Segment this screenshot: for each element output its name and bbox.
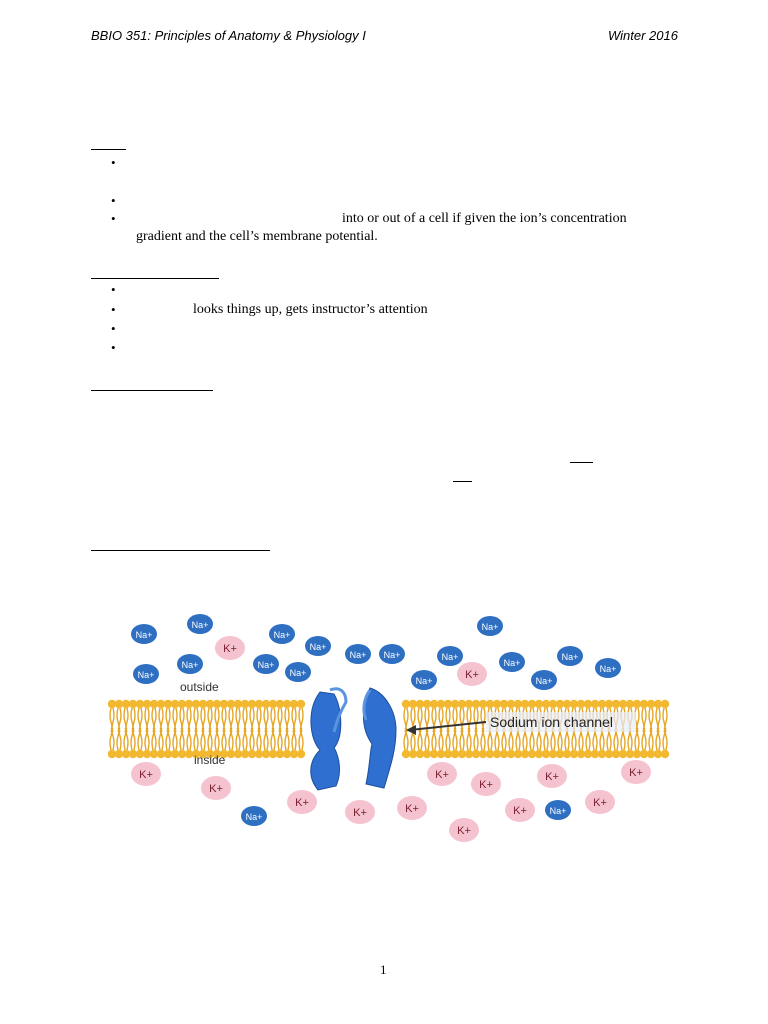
- potassium-ion-label: K+: [545, 771, 559, 783]
- potassium-ion: [449, 818, 479, 842]
- sodium-ion-label: Na+: [481, 622, 499, 632]
- potassium-ion: [585, 790, 615, 814]
- blank-underline: [570, 462, 593, 463]
- sodium-ion-label: Na+: [349, 650, 367, 660]
- sodium-ion: [477, 616, 503, 636]
- potassium-ion-label: K+: [295, 797, 309, 809]
- sodium-ion: [345, 644, 371, 664]
- sodium-ion-label: Na+: [599, 664, 617, 674]
- potassium-ion-label: K+: [209, 783, 223, 795]
- potassium-ion: [505, 798, 535, 822]
- potassium-ion-label: K+: [465, 669, 479, 681]
- sodium-ion: [545, 800, 571, 820]
- sodium-ion-label: Na+: [289, 668, 307, 678]
- potassium-ion: [201, 776, 231, 800]
- bullet-point: •: [111, 211, 116, 226]
- potassium-ion-label: K+: [479, 779, 493, 791]
- potassium-ion-label: K+: [629, 767, 643, 779]
- blank-underline: [453, 481, 472, 482]
- bullet-point: •: [111, 282, 116, 297]
- sodium-ion-label: Na+: [181, 660, 199, 670]
- sodium-ion: [595, 658, 621, 678]
- section-heading-underline: [91, 278, 219, 279]
- sodium-ion-label: Na+: [503, 658, 521, 668]
- goal-text-line1: into or out of a cell if given the ion’s concentration: [342, 211, 627, 226]
- term-label: Winter 2016: [608, 28, 678, 43]
- channel-pointer-arrow: [406, 722, 486, 735]
- section-heading-underline: [91, 550, 270, 551]
- bullet-point: •: [111, 340, 116, 355]
- sodium-ion-label: Na+: [309, 642, 327, 652]
- potassium-ion-label: K+: [353, 807, 367, 819]
- sodium-ion-label: Na+: [561, 652, 579, 662]
- potassium-ion-label: K+: [139, 769, 153, 781]
- sodium-ion: [437, 646, 463, 666]
- potassium-ion-label: K+: [593, 797, 607, 809]
- sodium-ion-label: Na+: [245, 812, 263, 822]
- potassium-ion-label: K+: [457, 825, 471, 837]
- potassium-ion: [215, 636, 245, 660]
- sodium-ion: [531, 670, 557, 690]
- sodium-ion: [557, 646, 583, 666]
- potassium-ion: [397, 796, 427, 820]
- section-heading-underline: [91, 390, 213, 391]
- sodium-ion-label: Na+: [549, 806, 567, 816]
- bullet-point: •: [111, 321, 116, 336]
- potassium-ion-label: K+: [223, 643, 237, 655]
- sodium-ion-label: Na+: [273, 630, 291, 640]
- page-number: 1: [380, 962, 387, 977]
- ion-channel-figure: [108, 600, 678, 850]
- sodium-ion-label: Na+: [137, 670, 155, 680]
- section-heading-underline: [91, 149, 126, 150]
- potassium-ion: [537, 764, 567, 788]
- potassium-ion-label: K+: [435, 769, 449, 781]
- sodium-ion: [379, 644, 405, 664]
- sodium-ion-label: Na+: [383, 650, 401, 660]
- potassium-ion: [471, 772, 501, 796]
- potassium-ion-label: K+: [513, 805, 527, 817]
- bullet-point: •: [111, 302, 116, 317]
- potassium-ion-label: K+: [405, 803, 419, 815]
- sodium-ion: [187, 614, 213, 634]
- sodium-ion-channel-label: Sodium ion channel: [490, 714, 613, 730]
- potassium-ion: [131, 762, 161, 786]
- bullet-point: •: [111, 155, 116, 170]
- potassium-ion: [345, 800, 375, 824]
- sodium-ion: [411, 670, 437, 690]
- outside-label: outside: [180, 680, 219, 694]
- role-text: looks things up, gets instructor’s attention: [193, 302, 428, 317]
- sodium-ion-channel: [311, 688, 396, 790]
- sodium-ion-label: Na+: [191, 620, 209, 630]
- potassium-ion: [287, 790, 317, 814]
- sodium-ion: [253, 654, 279, 674]
- sodium-ion: [177, 654, 203, 674]
- sodium-ion: [131, 624, 157, 644]
- sodium-ion: [133, 664, 159, 684]
- sodium-ion: [241, 806, 267, 826]
- sodium-ion: [305, 636, 331, 656]
- sodium-ion: [285, 662, 311, 682]
- inside-label: inside: [194, 753, 226, 767]
- sodium-ion-label: Na+: [441, 652, 459, 662]
- sodium-ion-label: Na+: [535, 676, 553, 686]
- sodium-ion: [499, 652, 525, 672]
- sodium-ion: [269, 624, 295, 644]
- sodium-ion-label: Na+: [257, 660, 275, 670]
- potassium-ion: [621, 760, 651, 784]
- potassium-ion: [457, 662, 487, 686]
- bullet-point: •: [111, 193, 116, 208]
- sodium-ion-label: Na+: [415, 676, 433, 686]
- potassium-ion: [427, 762, 457, 786]
- course-title: BBIO 351: Principles of Anatomy & Physiology I: [91, 28, 366, 43]
- sodium-ion-label: Na+: [135, 630, 153, 640]
- goal-text-line2: gradient and the cell’s membrane potential.: [136, 229, 378, 244]
